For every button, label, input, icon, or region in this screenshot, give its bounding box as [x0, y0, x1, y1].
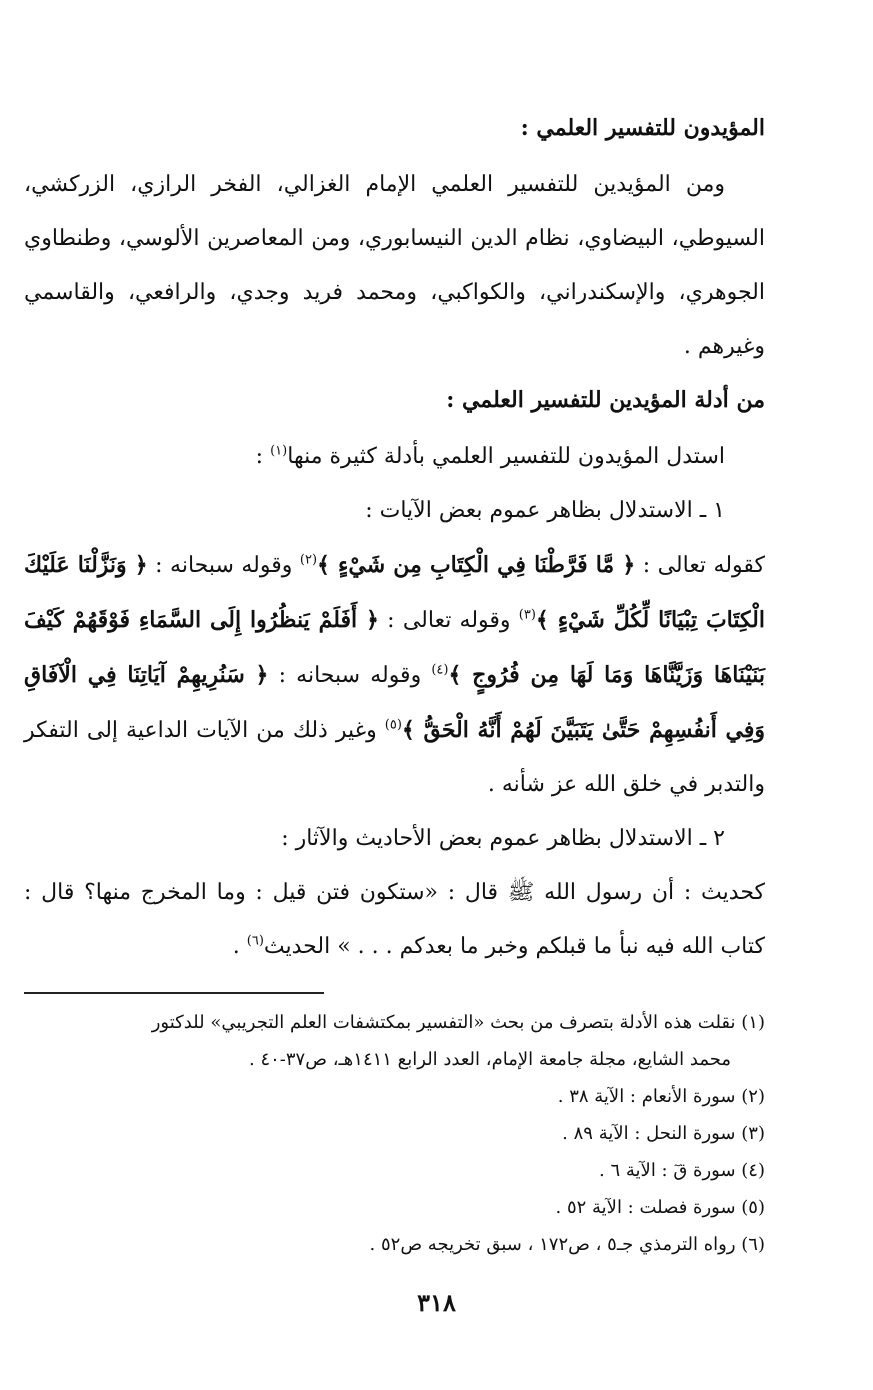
footnote-3 [24, 1115, 765, 1152]
evidence-intro-end: : [255, 444, 264, 469]
footnote-text: نقلت هذه الأدلة بتصرف من بحث «التفسير بمكتشفات العلم التجريبي» للدكتور [151, 1012, 736, 1033]
hadith-end: . [232, 934, 247, 959]
footnote-separator [24, 992, 324, 994]
footnote-number: (١) [741, 1012, 765, 1033]
point1-title: ١ ـ الاستدلال بظاهر عموم بعض الآيات : [365, 498, 725, 523]
quran-verse-1: ﴿ مَّا فَرَّطْنَا فِي الْكِتَابِ مِن شَيْءٍ ﴾ [317, 552, 636, 578]
footnote-1-continuation: محمد الشايع، مجلة جامعة الإمام، العدد الرابع ١٤١١هـ، ص٣٧-٤٠ . [248, 1049, 731, 1070]
footnote-text: رواه الترمذي جـ٥ ، ص١٧٢ ، سبق تخريجه ص٥٢ . [369, 1234, 736, 1255]
footnote-number: (٢) [741, 1086, 765, 1107]
footnote-text: سورة الأنعام : الآية ٣٨ . [557, 1086, 736, 1107]
point1-text-1: كقوله تعالى : [635, 553, 765, 578]
footnote-ref-4[interactable]: (٤) [431, 662, 449, 678]
point1-text-4: وقوله سبحانه : [268, 663, 432, 688]
footnote-separator-wrap [24, 992, 765, 994]
section-heading-supporters: المؤيدون للتفسير العلمي : [520, 115, 765, 141]
footnote-5 [24, 1189, 765, 1226]
footnote-ref-6[interactable]: (٦) [246, 933, 264, 949]
footnote-1 [24, 1004, 765, 1041]
quran-verse-3: ﴿ أَفَلَمْ يَنظُرُوا إِلَى السَّمَاءِ فَوْقَهُمْ كَيْفَ بَنَيْنَاهَا وَزَيَّنَّاهَا وَمَا لَهَا مِن فُرُوجٍ ﴾ [24, 607, 765, 688]
footnote-text: سورة النحل : الآية ٨٩ . [562, 1123, 736, 1144]
footnote-ref-3[interactable]: (٣) [518, 607, 536, 623]
footnote-6 [24, 1226, 765, 1263]
footnote-text: سورة فصلت : الآية ٥٢ . [555, 1197, 736, 1218]
footnote-ref-5[interactable]: (٥) [384, 717, 402, 733]
footnote-ref-1[interactable]: (١) [270, 443, 288, 459]
point1-paragraph [24, 538, 765, 812]
hadith-text: كحديث : أن رسول الله ﷺ قال : «ستكون فتن قيل : وما المخرج منها؟ قال : كتاب الله فيه نبأ ما قبلكم وخبر ما بعدكم . . . » الحديث [24, 880, 765, 959]
footnotes-list [24, 1004, 765, 1263]
footnote-number: (٥) [741, 1197, 765, 1218]
point2-paragraph [24, 866, 765, 974]
footnote-ref-2[interactable]: (٢) [299, 552, 318, 568]
page-number: ٣١٨ [417, 1288, 456, 1317]
point2-title: ٢ ـ الاستدلال بظاهر عموم بعض الأحاديث والآثار : [281, 826, 725, 851]
point1-text-3: وقوله تعالى : [378, 608, 519, 633]
evidence-intro [24, 430, 765, 484]
footnote-number: (٦) [741, 1234, 765, 1255]
footnote-number: (٤) [741, 1160, 765, 1181]
footnote-number: (٣) [741, 1123, 765, 1144]
quran-verse-4: ﴿ سَنُرِيهِمْ آيَاتِنَا فِي الْآفَاقِ وَفِي أَنفُسِهِمْ حَتَّىٰ يَتَبَيَّنَ لَهُمْ أَنَّهُ الْحَقُّ ﴾ [24, 662, 766, 743]
point1-text-5: وغير ذلك من الآيات الداعية إلى التفكر والتدبر في خلق الله عز شأنه . [24, 718, 765, 797]
evidence-intro-text: استدل المؤيدون للتفسير العلمي بأدلة كثيرة منها [287, 444, 725, 469]
section-heading-evidence: من أدلة المؤيدين للتفسير العلمي : [446, 387, 765, 413]
quran-verse-2: ﴿ وَنَزَّلْنَا عَلَيْكَ الْكِتَابَ تِبْيَانًا لِّكُلِّ شَيْءٍ ﴾ [24, 552, 765, 633]
footnote-2 [24, 1078, 765, 1115]
footnote-text: سورة قٓ : الآية ٦ . [599, 1160, 736, 1181]
point1-text-2: وقوله سبحانه : [147, 553, 300, 578]
footnote-4 [24, 1152, 765, 1189]
supporters-paragraph: ومن المؤيدين للتفسير العلمي الإمام الغزالي، الفخر الرازي، الزركشي، السيوطي، البيضاوي، نظام الدين النيسابوري، ومن المعاصرين الألوسي، وطنطاوي الجوهري، والإسكندراني، والكواكبي، ومحمد فريد وجدي، والرافعي، والقاسمي وغيرهم . [24, 172, 765, 359]
